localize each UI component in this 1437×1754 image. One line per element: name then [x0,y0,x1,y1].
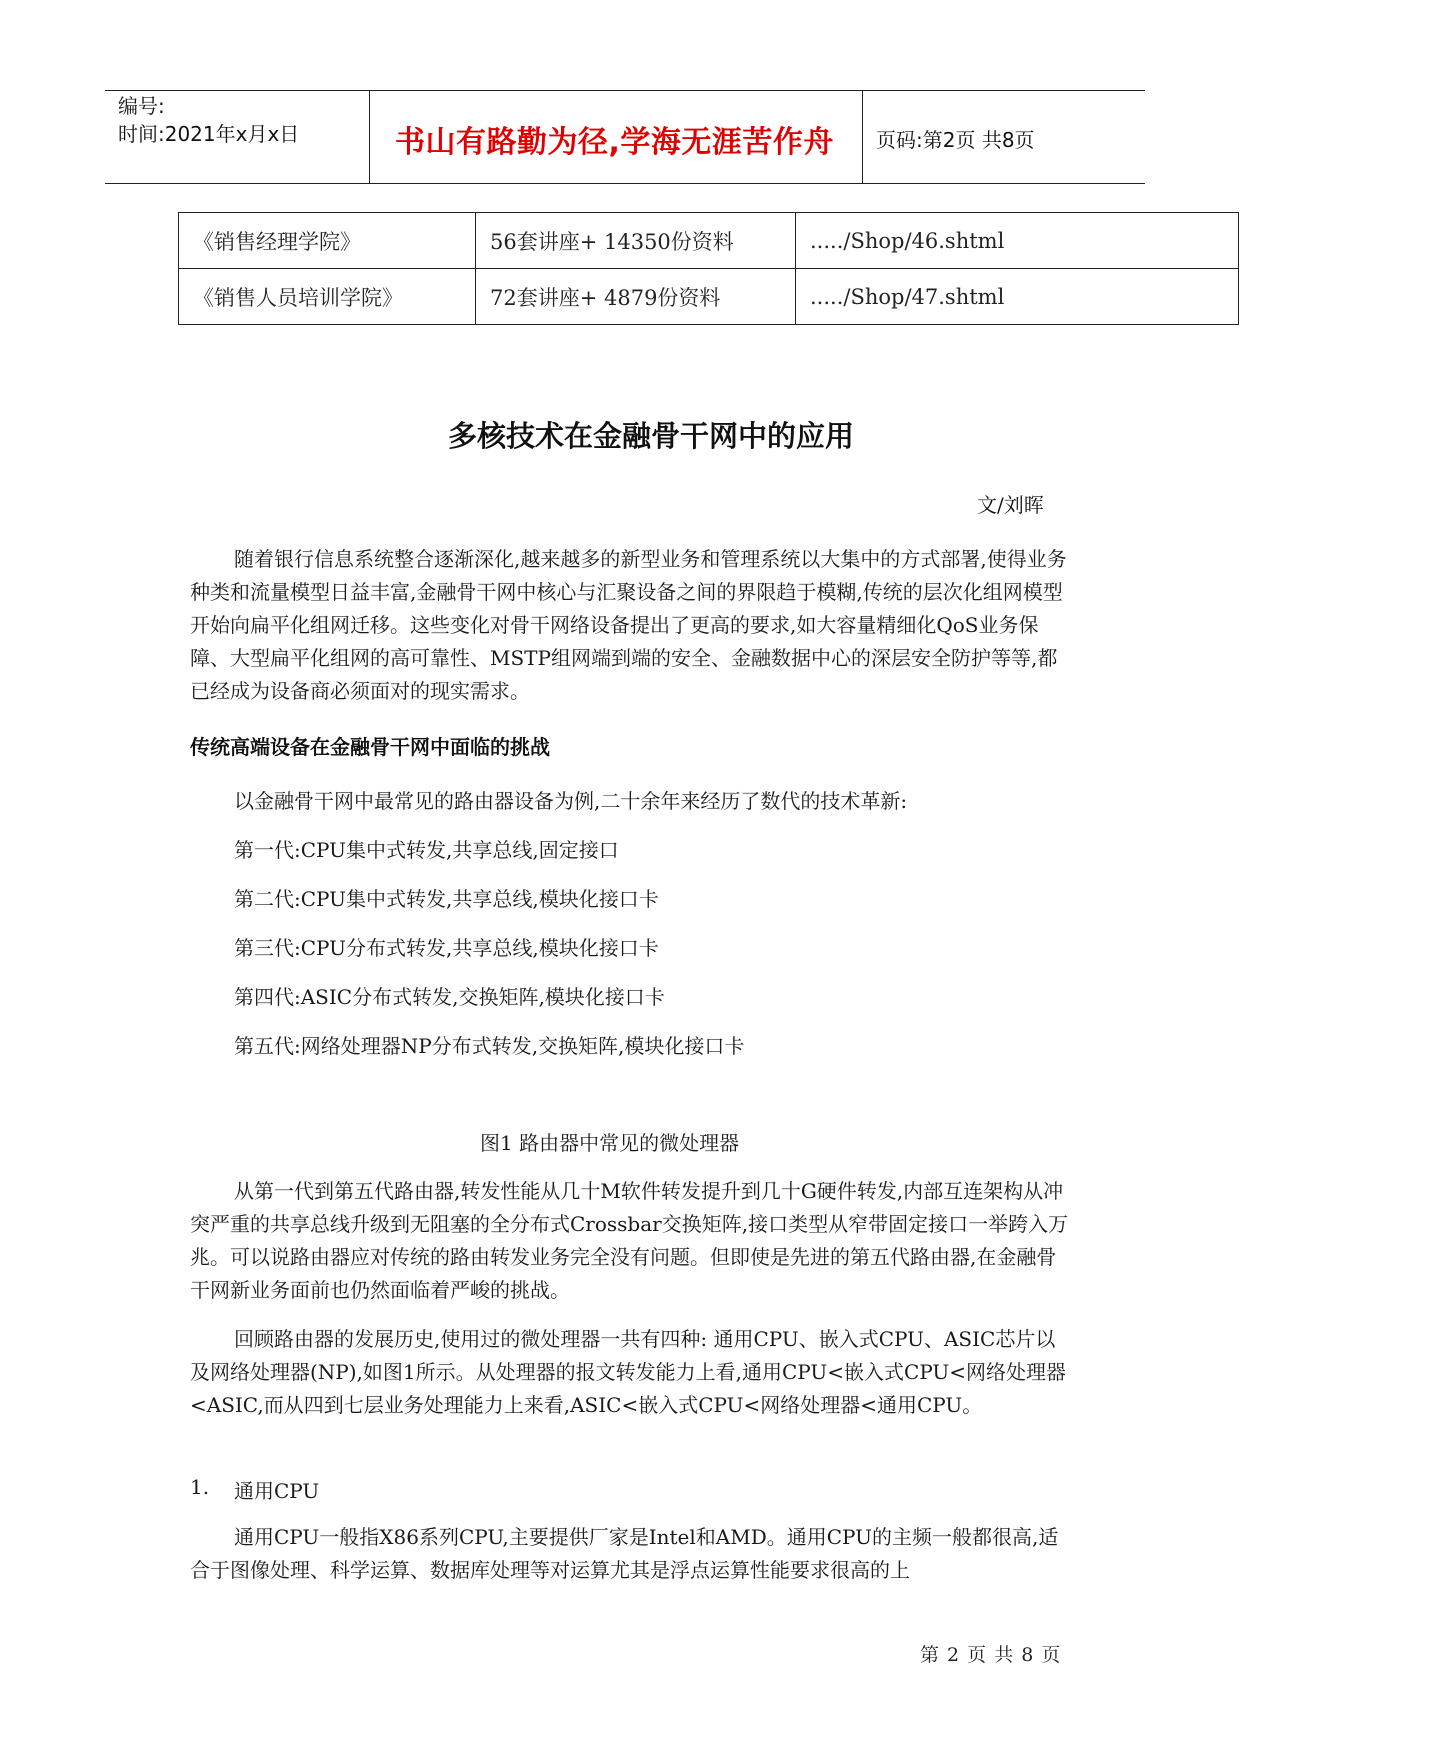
header-bottom-rule [105,183,1145,184]
generation-item: 第四代:ASIC分布式转发,交换矩阵,模块化接口卡 [234,985,665,1009]
resource-table [178,212,1239,325]
table-cell-link[interactable]: ...../Shop/47.shtml [796,269,1239,325]
body-paragraph: 回顾路由器的发展历史,使用过的微处理器一共有四种: 通用CPU、嵌入式CPU、ASIC芯片以及网络处理器(NP),如图1所示。从处理器的报文转发能力上看,通用CPU<嵌入式CPU<网络处理器<ASIC,而从四到七层业务处理能力上来看,ASIC<嵌入式CPU<网络处理器<通用CPU。 [190,1327,1067,1417]
header-time-label: 时间:2021年x月x日 [118,122,300,146]
table-cell: 《销售经理学院》 [179,213,476,269]
table-cell: 《销售人员培训学院》 [179,269,476,325]
header-divider-2 [862,90,863,184]
table-row [179,269,1239,325]
body-paragraph: 通用CPU一般指X86系列CPU,主要提供厂家是Intel和AMD。通用CPU的主频一般都很高,适合于图像处理、科学运算、数据库处理等对运算尤其是浮点运算性能要求很高的上 [190,1525,1059,1582]
generation-item: 第三代:CPU分布式转发,共享总线,模块化接口卡 [234,936,659,960]
generation-item: 第二代:CPU集中式转发,共享总线,模块化接口卡 [234,887,659,911]
article-title: 多核技术在金融骨干网中的应用 [448,419,855,453]
page-footer: 第 2 页 共 8 页 [920,1644,1062,1666]
table-cell-link[interactable]: ...../Shop/46.shtml [796,213,1239,269]
header-top-rule [105,90,1145,91]
table-cell: 72套讲座+ 4879份资料 [476,269,796,325]
header-number-label: 编号: [118,94,165,118]
header-divider-1 [369,90,370,184]
body-paragraph: 从第一代到第五代路由器,转发性能从几十M软件转发提升到几十G硬件转发,内部互连架构从冲突严重的共享总线升级到无阻塞的全分布式Crossbar交换矩阵,接口类型从窄带固定接口一举跨入万兆。可以说路由器应对传统的路由转发业务完全没有问题。但即使是先进的第五代路由器,在金融骨干网新业务面前也仍然面临着严峻的挑战。 [190,1179,1069,1302]
article-author: 文/刘晖 [977,493,1044,517]
header-motto: 书山有路勤为径,学海无涯苦作舟 [395,125,834,160]
header-page-label: 页码:第2页 共8页 [876,128,1035,152]
generation-item: 第五代:网络处理器NP分布式转发,交换矩阵,模块化接口卡 [234,1034,745,1058]
lead-sentence: 以金融骨干网中最常见的路由器设备为例,二十余年来经历了数代的技术革新: [234,789,908,813]
figure-caption: 图1 路由器中常见的微处理器 [480,1131,740,1155]
list-item-label: 通用CPU [234,1479,320,1503]
section-heading: 传统高端设备在金融骨干网中面临的挑战 [190,735,550,759]
list-number: 1. [190,1475,210,1499]
table-row [179,213,1239,269]
generation-item: 第一代:CPU集中式转发,共享总线,固定接口 [234,838,619,862]
table-cell: 56套讲座+ 14350份资料 [476,213,796,269]
intro-paragraph: 随着银行信息系统整合逐渐深化,越来越多的新型业务和管理系统以大集中的方式部署,使得业务种类和流量模型日益丰富,金融骨干网中核心与汇聚设备之间的界限趋于模糊,传统的层次化组网模型开始向扁平化组网迁移。这些变化对骨干网络设备提出了更高的要求,如大容量精细化QoS业务保障、大型扁平化组网的高可靠性、MSTP组网端到端的安全、金融数据中心的深层安全防护等等,都已经成为设备商必须面对的现实需求。 [190,547,1067,703]
